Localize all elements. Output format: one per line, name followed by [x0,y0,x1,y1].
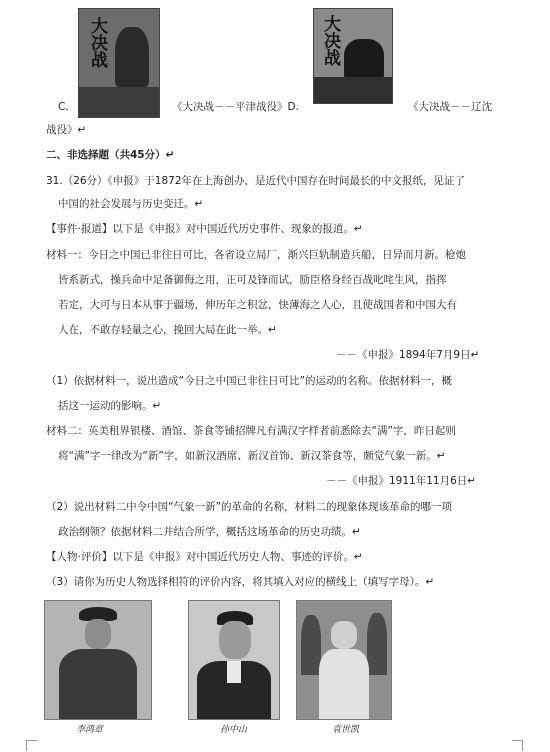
material2-line2 [58,449,446,463]
return-mark: ↵ [353,551,363,563]
caption-sun-yatsen: 孙中山 [220,725,248,735]
face [331,621,357,649]
photo-sun-yatsen [188,600,280,720]
text: 括这一运动的影响。 [58,400,153,412]
text: 将“满”字一律改为“新”字，如新汉酒席、新汉首饰、新汉茶食等，颇觉气象一新。 [58,450,437,462]
text: 中国的社会发展与历史变迁。 [58,198,195,210]
option-c-text: 《大决战－－平津战役》D. [172,101,299,113]
return-mark: ↵ [268,324,277,336]
collar [227,661,241,683]
photo-yuan-shikai [296,600,392,720]
face [85,619,111,649]
bg-figure [301,615,321,675]
return-mark: ↵ [165,149,175,161]
robe [59,649,137,719]
cover-figure [344,39,384,79]
uniform [319,649,369,719]
return-mark: ↵ [353,223,363,235]
section-heading [46,148,174,162]
return-mark: ↵ [152,400,162,412]
cover-ground [314,77,392,103]
cover-title: 大决战 [87,17,107,68]
text: 人在，不敢存轻量之心，挽回大局在此一举。 [58,324,268,336]
option-c-label: C. [58,101,69,113]
text: 政治纲领？依据材料二并结合所学，概括这场革命的历史功绩。 [58,526,352,538]
text: 【事件·报道】以下是《申报》对中国近代历史事件、现象的报道。 [46,223,354,235]
q1-line1: （1）依据材料一，说出造成“今日之中国已非往日可比”的运动的名称。依据材料一，概 [46,375,453,387]
bg-figure [367,613,387,675]
text: 二、非选择题（共45分） [46,149,166,161]
face [219,621,251,659]
material1-source [336,348,479,362]
person-heading [46,550,363,564]
q31-line2 [58,197,203,211]
text: －－《申报》1911年11月6日 [326,475,468,487]
return-mark: ↵ [194,198,204,210]
return-mark: ↵ [425,576,435,588]
text: 【人物·评价】以下是《申报》对中国近代历史人物、事迹的评价。 [46,551,354,563]
q2-line1: （2）说出材料二中令中国“气象一新”的革命的名称，材料二的现象体现该革命的哪一项 [46,501,453,513]
return-mark: ↵ [470,349,480,361]
q31-line1: 31.（26分）《申报》于1872年在上海创办，是近代中国存在时间最长的中文报纸，见证了 [46,175,466,187]
cover-image-liaoshen [313,8,393,104]
text: 战役》 [46,124,78,136]
caption-li-hongzhang: 李鸿章 [76,725,104,735]
cover-figure [115,27,149,87]
return-mark: ↵ [352,526,361,538]
page-corner-mark [26,740,37,751]
option-d-cont [46,123,86,137]
cover-title: 大决战 [320,15,340,66]
caption-yuan-shikai: 袁世凯 [332,725,360,735]
material1-line2: 皆系新式，操兵命中足备御侮之用，正可及锋而试，励臣格身经百战叱咤生风，指挥 [58,274,447,286]
text: －－《申报》1894年7月9日 [336,349,471,361]
material1-line3: 若定，大可与日本从事于疆场，伸历年之积忿，快薄海之人心，且使战国者和中国大有 [58,299,457,311]
option-d-text: 《大决战－－辽沈 [408,101,492,113]
photo-li-hongzhang [44,600,152,720]
return-mark: ↵ [467,475,477,487]
cover-ground [79,87,159,117]
material2-source [326,474,476,488]
material2-line1: 材料二：英美租界银楼、酒馆、茶食等铺招牌凡有满汉字样者前悉除去“满”字，昨日起则 [46,425,456,437]
return-mark: ↵ [436,450,446,462]
q1-line2 [58,399,161,413]
q2-line2 [58,525,361,539]
material1-line1: 材料一：今日之中国已非往日可比，各省设立局厂，渐兴巨轨制造兵船，日异而月新。枪炮 [46,249,466,261]
page-corner-mark [512,740,523,751]
event-heading [46,222,363,236]
q3-line1 [46,575,434,589]
return-mark: ↵ [77,124,87,136]
text: （3）请你为历史人物选择相符的评价内容，将其填入对应的横线上（填写字母）。 [46,576,426,588]
material1-line4 [58,323,277,337]
cover-image-pingjin [78,8,160,118]
